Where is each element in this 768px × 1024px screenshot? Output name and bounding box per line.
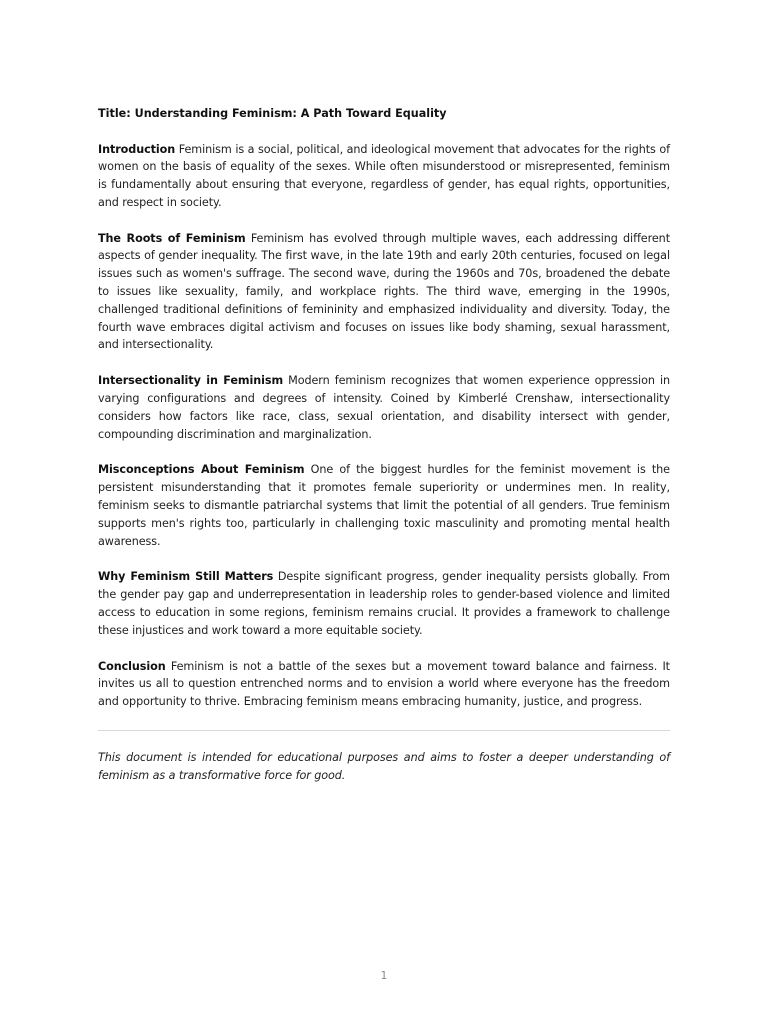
section-divider bbox=[98, 730, 670, 731]
document-title: Title: Understanding Feminism: A Path Toward Equality bbox=[98, 107, 447, 120]
section-body: Feminism has evolved through multiple waves, each addressing different aspects of gender inequality. The first wave, in the late 19th and early 20th centuries, focused on legal issues such as women's suffrage. The second wave, during the 1960s and 70s, broadened the debate to issues like sexuality, family, and workplace rights. The third wave, emerging in the 1990s, challenged traditional definitions of femininity and emphasized individuality and diversity. Today, the fourth wave embraces digital activism and focuses on issues like body shaming, sexual harassment, and intersectionality. bbox=[98, 231, 670, 352]
section-body: One of the biggest hurdles for the feminist movement is the persistent misunderstanding that it promotes female superiority or undermines men. In reality, feminism seeks to dismantle patriarchal systems that limit the potential of all genders. True feminism supports men's rights too, particularly in challenging toxic masculinity and promoting mental health awareness. bbox=[98, 463, 670, 548]
section-why-matters bbox=[98, 568, 670, 639]
section-heading: Why Feminism Still Matters bbox=[98, 570, 274, 584]
section-heading: The Roots of Feminism bbox=[98, 231, 246, 245]
section-heading: Intersectionality in Feminism bbox=[98, 374, 284, 388]
section-body: Feminism is a social, political, and ideological movement that advocates for the rights of women on the basis of equality of the sexes. While often misunderstood or misrepresented, feminism is fundamentally about ensuring that everyone, regardless of gender, has equal rights, opportunities, and respect in society. bbox=[98, 142, 670, 209]
section-heading: Conclusion bbox=[98, 659, 166, 673]
section-misconceptions bbox=[98, 461, 670, 550]
section-heading: Introduction bbox=[98, 142, 176, 156]
section-introduction bbox=[98, 141, 670, 212]
section-heading: Misconceptions About Feminism bbox=[98, 463, 305, 477]
section-body: Feminism is not a battle of the sexes but a movement toward balance and fairness. It invites us all to question entrenched norms and to envision a world where everyone has the freedom and opportunity to thrive. Embracing feminism means embracing humanity, justice, and progress. bbox=[98, 659, 670, 709]
disclaimer-text: This document is intended for educational purposes and aims to foster a deeper understanding of feminism as a transformative force for good. bbox=[98, 751, 670, 782]
section-body: Despite significant progress, gender inequality persists globally. From the gender pay gap and underrepresentation in leadership roles to gender-based violence and limited access to education in some regions, feminism remains crucial. It provides a framework to challenge these injustices and work toward a more equitable society. bbox=[98, 570, 670, 637]
page-number: 1 bbox=[380, 970, 388, 982]
section-body: Modern feminism recognizes that women experience oppression in varying configurations and degrees of intensity. Coined by Kimberlé Crenshaw, intersectionality considers how factors like race, class, sexual orientation, and disability intersect with gender, compounding discrimination and marginalization. bbox=[98, 374, 670, 441]
section-conclusion bbox=[98, 658, 670, 711]
section-roots bbox=[98, 230, 670, 355]
document-page bbox=[98, 105, 670, 785]
section-intersectionality bbox=[98, 372, 670, 443]
